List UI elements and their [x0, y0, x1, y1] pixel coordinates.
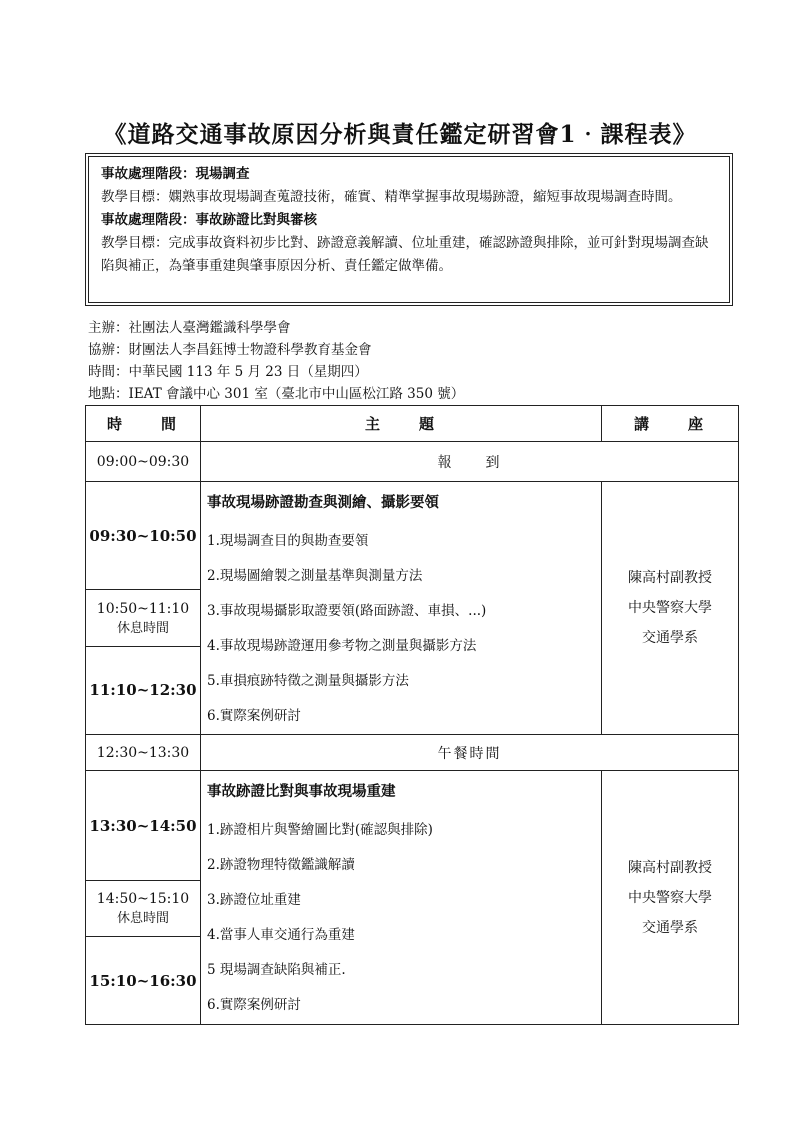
header-speaker: 講 座: [602, 406, 739, 442]
session1-topic-1: 1.現場調查目的與勘查要領: [207, 533, 369, 549]
session1-topic-6: 6.實際案例研討: [207, 708, 301, 724]
goal-stage-1: 事故處理階段：現場調查: [101, 166, 250, 182]
session2-speaker-org2: 交通學系: [642, 919, 698, 936]
session1-speaker-name: 陳高村副教授: [628, 570, 712, 586]
registration-row: [86, 442, 739, 482]
session1-break-time: 10:50~11:10: [96, 600, 190, 617]
lunch-time: 12:30~13:30: [86, 735, 201, 771]
session1-speaker-org1: 中央警察大學: [628, 600, 712, 616]
session1-topic-4: 4.事故現場跡證運用參考物之測量與攝影方法: [207, 638, 477, 654]
co-organizer-line: 協辦：財團法人李昌鈺博士物證科學教育基金會: [88, 342, 372, 358]
lunch-label: 午餐時間: [201, 735, 739, 771]
session1-speaker-org2: 交通學系: [642, 630, 698, 646]
registration-label: 報 到: [201, 442, 739, 482]
session2-speaker-org1: 中央警察大學: [628, 889, 712, 906]
session1-slot-a: 09:30~10:50: [86, 482, 201, 590]
session1-break: [86, 590, 201, 647]
header-topic: 主 題: [201, 406, 602, 442]
session2-topic-1: 1.跡證相片與警繪圖比對(確認與排除): [207, 822, 433, 838]
session2-slot-a: 13:30~14:50: [86, 771, 201, 881]
header-time: 時 間: [86, 406, 201, 442]
session2-topic-3: 3.跡證位址重建: [207, 892, 301, 908]
session2-topic-5: 5 現場調查缺陷與補正.: [207, 962, 346, 978]
schedule-table: [85, 405, 739, 1025]
session1-speaker: [602, 482, 739, 735]
session1-topic-3: 3.事故現場攝影取證要領(路面跡證、車損、...): [207, 603, 487, 619]
session2-break: [86, 881, 201, 937]
session1-head: 事故現場跡證勘查與測繪、攝影要領: [207, 494, 439, 511]
session1-break-label: 休息時間: [116, 620, 169, 636]
header-row: [86, 406, 739, 442]
session1-row-a: [86, 482, 739, 590]
goal-stage-2: 事故處理階段：事故跡證比對與審核: [101, 212, 317, 228]
goal-objective-1: 教學目標：嫻熟事故現場調查蒐證技術，確實、精準掌握事故現場跡證，縮短事故現場調查時間。: [101, 189, 682, 205]
teaching-goals-box: [88, 156, 730, 303]
session2-break-label: 休息時間: [116, 911, 169, 926]
session2-speaker-name: 陳高村副教授: [628, 859, 712, 876]
session2-head: 事故跡證比對與事故現場重建: [207, 783, 396, 800]
organizer-line: 主辦：社團法人臺灣鑑識科學學會: [88, 320, 291, 336]
location-line: 地點：IEAT 會議中心 301 室（臺北市中山區松江路 350 號）: [88, 386, 465, 402]
goal-objective-2: 教學目標：完成事故資料初步比對、跡證意義解讀、位址重建，確認跡證與排除，並可針對現場調查缺陷與補正，為肇事重建與肇事原因分析、責任鑑定做準備。: [101, 235, 709, 274]
session2-topic-6: 6.實際案例研討: [207, 997, 301, 1013]
session1-topics: [201, 482, 602, 735]
registration-time: 09:00~09:30: [86, 442, 201, 482]
session2-topic-2: 2.跡證物理特徵鑑識解讀: [207, 857, 355, 873]
page-title: 《道路交通事故原因分析與責任鑑定研習會1‧課程表》: [103, 121, 697, 148]
time-line: 時間：中華民國 113 年 5 月 23 日（星期四）: [88, 364, 368, 380]
session1-slot-b: 11:10~12:30: [86, 646, 201, 734]
session1-topic-2: 2.現場圖繪製之測量基準與測量方法: [207, 568, 423, 584]
session1-topic-5: 5.車損痕跡特徵之測量與攝影方法: [207, 673, 409, 689]
session2-slot-b: 15:10~16:30: [86, 937, 201, 1025]
session2-break-time: 14:50~15:10: [96, 891, 190, 907]
session2-row-a: [86, 771, 739, 881]
session2-topics: [201, 771, 602, 1025]
session2-topic-4: 4.當事人車交通行為重建: [207, 927, 355, 943]
session2-speaker: [602, 771, 739, 1025]
lunch-row: [86, 735, 739, 771]
